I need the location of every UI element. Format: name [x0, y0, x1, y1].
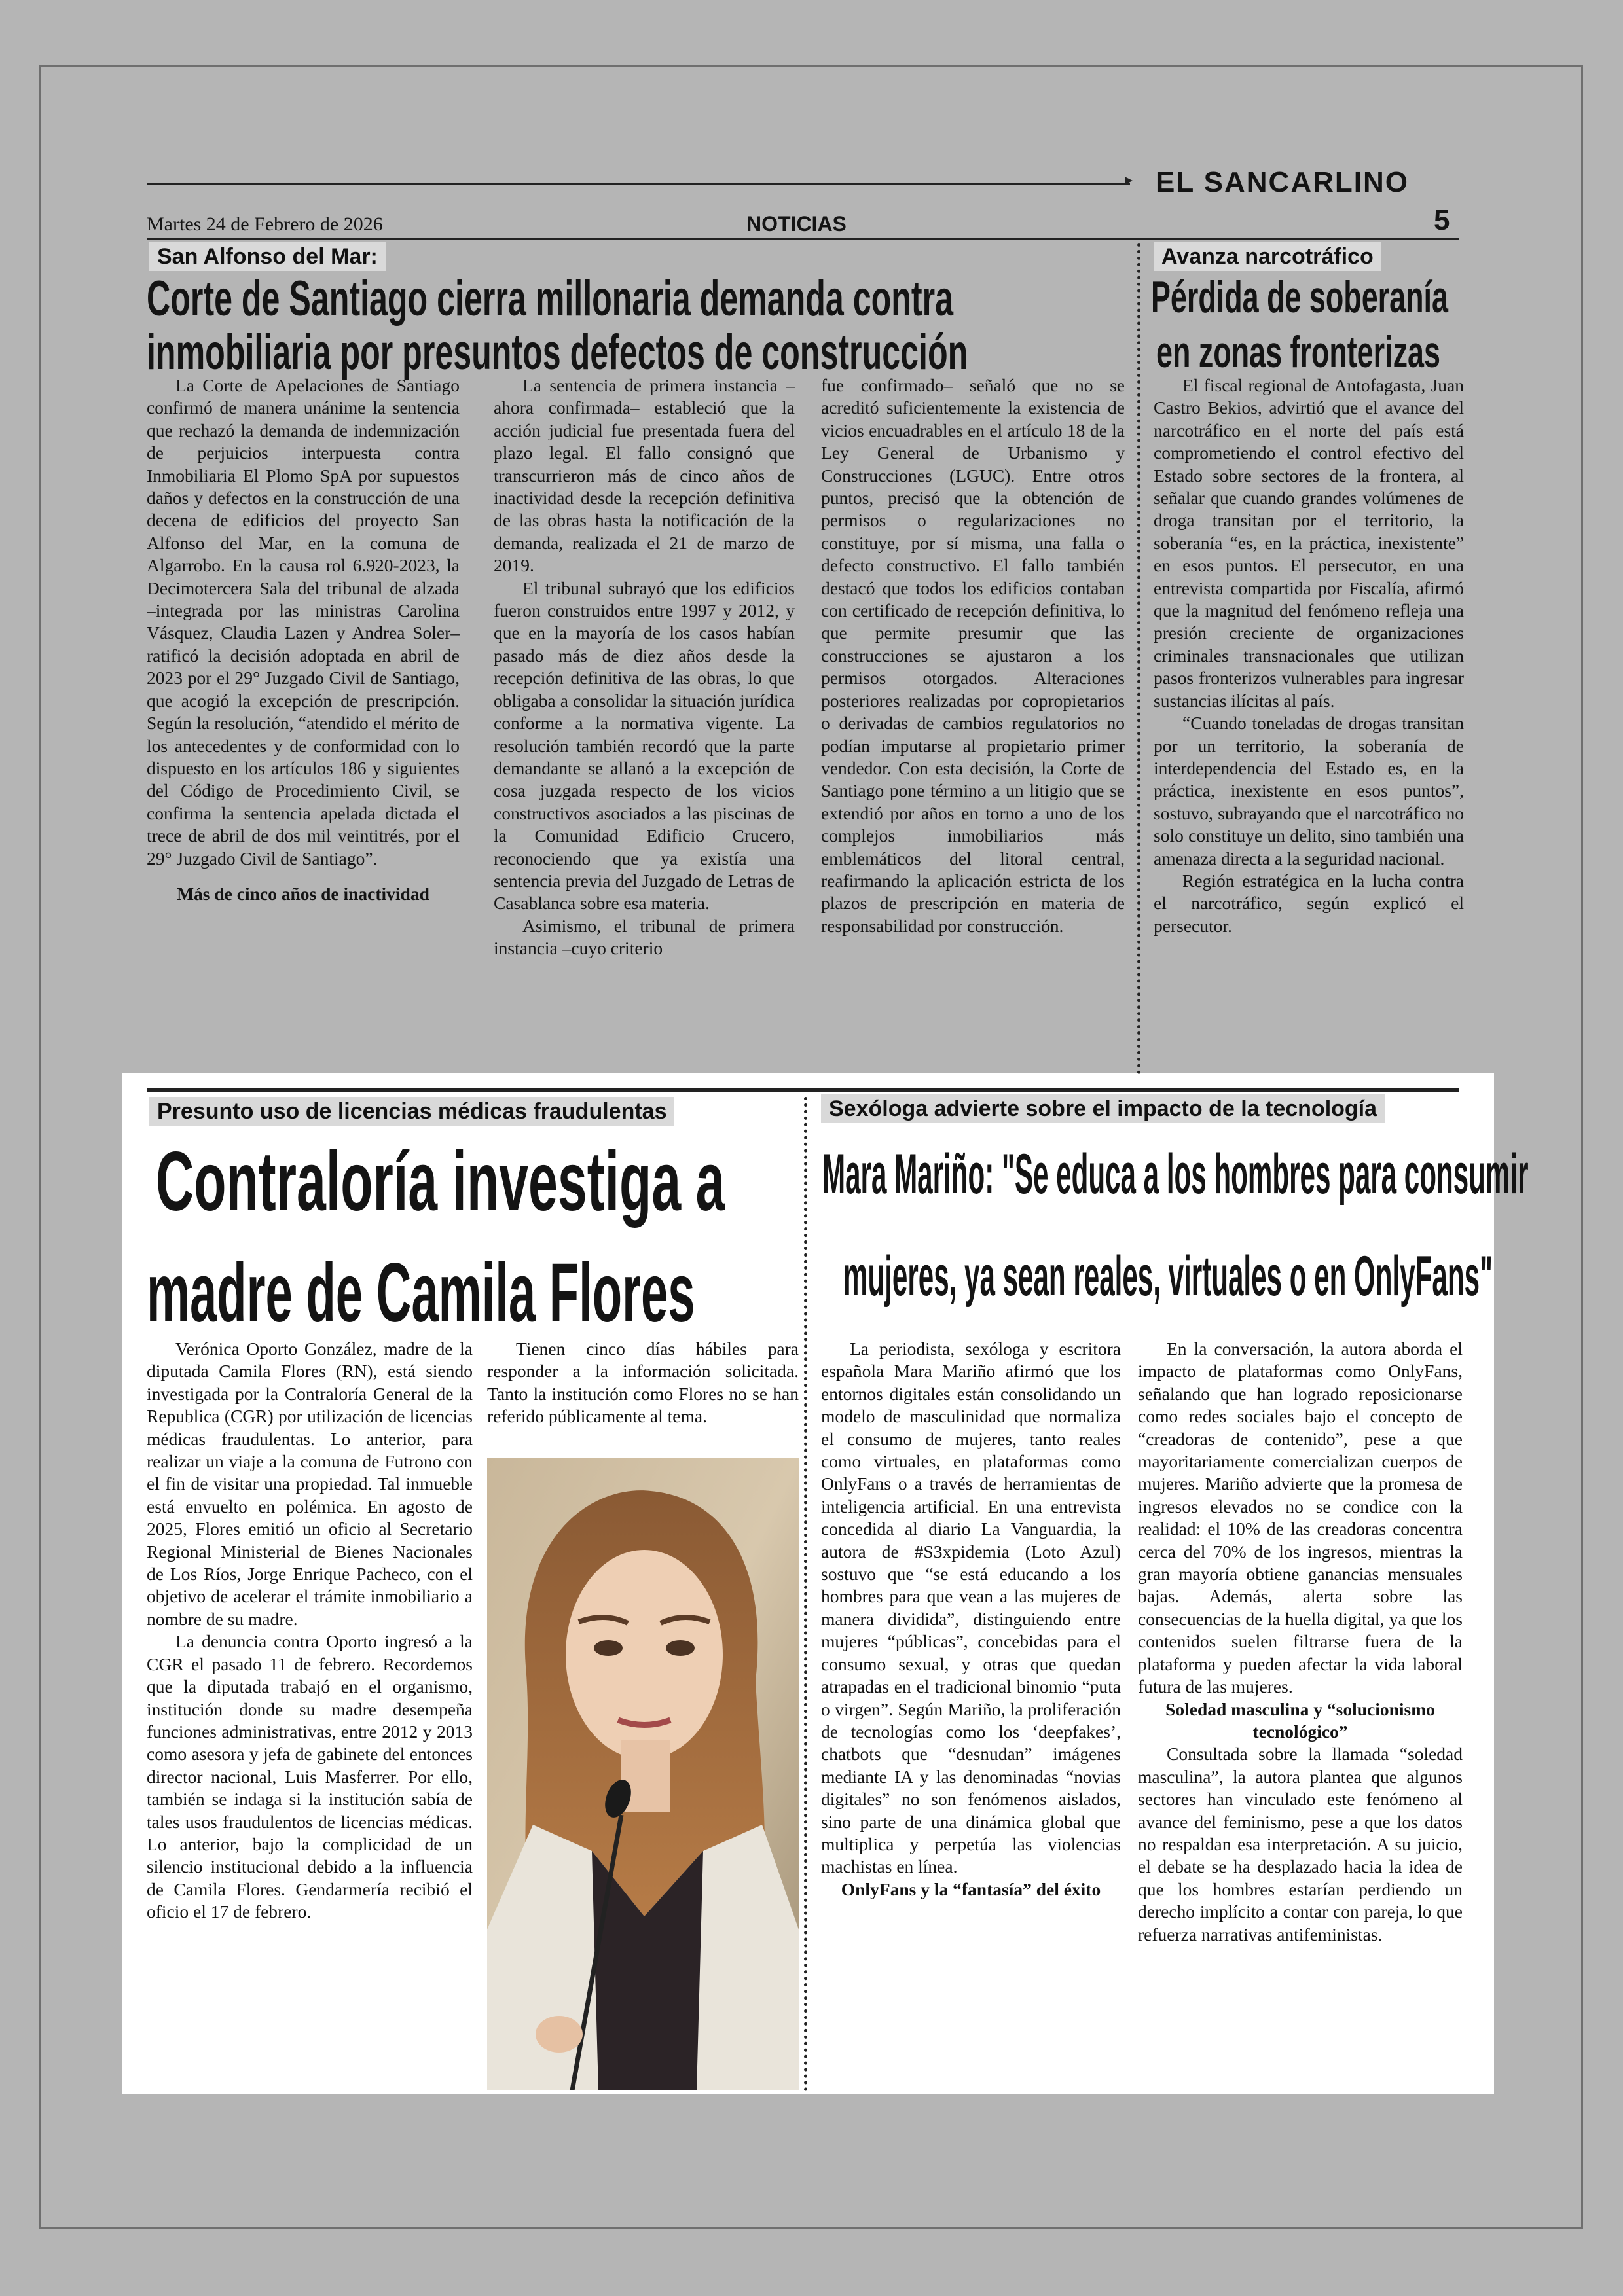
paragraph: El tribunal subrayó que los edificios fueron construidos entre 1997 y 2012, y que en la mayoría de los casos habían pasado más de diez años desde la recepción definitiva de las obras, lo que obligaba a consolidar la situación jurídica conforme a la normativa vigente. La resolución también recordó que la parte demandante se allanó a la excepción de cosa juzgada respecto de los vicios constructivos asociados a las piscinas de la Comunidad Edificio Crucero, reconociendo que ya existía una sentencia previa del Juzgado de Letras de Casablanca sobre esa materia. — [494, 577, 795, 914]
article2-headline-line1: Pérdida de soberanía — [1151, 272, 1448, 322]
paragraph: Región estratégica en la lucha contra el narcotráfico, según explicó el persecutor. — [1154, 870, 1464, 936]
article3-headline-line2: madre de Camila Flores — [147, 1246, 695, 1340]
article4-column-2 — [1138, 1338, 1463, 2090]
paper-name: EL SANCARLINO — [1156, 166, 1409, 198]
paragraph: fue confirmado– señaló que no se acreditó suficientemente la existencia de vicios encuadrables en el artículo 18 de la Ley General de Urbanismo y Construcciones (LGUC). Entre otros puntos, precisó que la obtención de permisos o regularizaciones no constituye, por sí misma, una falla o defecto constructivo. El fallo también destacó que todos los edificios contaban con certificado de recepción definitiva, lo que permite presumir que las construcciones se ajustaron a los permisos otorgados. Alteraciones posteriores realizadas por copropietarios o derivadas de cambios regulatorios no podían imputarse al propietario primer vendedor. Con esta decisión, la Corte de Santiago pone término a un litigio que se extendió por años en torno a uno de los complejos inmobiliarios más emblemáticos del litoral central, reafirmando la aplicación estricta de los plazos de prescripción en materia de responsabilidad por construcción. — [821, 375, 1125, 936]
article1-subhead: Más de cinco años de inactividad — [177, 883, 429, 904]
article4-headline-line1: Mara Mariño: "Se educa a los hombres para consumir — [822, 1143, 1529, 1206]
article1-column-1 — [147, 374, 460, 1076]
article3-headline-line1: Contraloría investiga a — [156, 1135, 725, 1229]
paragraph: El fiscal regional de Antofagasta, Juan Castro Bekios, advirtió que el avance del narcotráfico en el norte del país está comprometiendo el control efectivo del Estado sobre sectores de la frontera, al señalar que cuando grandes volúmenes de droga transitan por el territorio, la soberanía “es, en la práctica, inexistente” en esos puntos. El persecutor, en una entrevista compartida por Fiscalía, afirmó que la magnitud del fenómeno refleja una presión creciente de organizaciones criminales transnacionales que utilizan pasos fronterizos vulnerables para ingresar sustancias ilícitas al país. — [1154, 375, 1464, 711]
article1-kicker: San Alfonso del Mar: — [149, 242, 386, 271]
paragraph: La Corte de Apelaciones de Santiago confirmó de manera unánime la sentencia que rechazó la demanda de indemnización de perjuicios interpuesta contra Inmobiliaria El Plomo SpA por supuestos daños y defectos en la construcción de una decena de edificios del proyecto San Alfonso del Mar, en la comuna de Algarrobo. En la causa rol 6.920-2023, la Decimotercera Sala del tribunal de alzada –integrada por las ministras Carolina Vásquez, Claudia Lazen y Andrea Soler– ratificó la decisión adoptada en abril de 2023 por el 29° Juzgado Civil de Santiago, que acogió la excepción de prescripción. Según la resolución, “atendido el mérito de los antecedentes y de conformidad con lo dispuesto en los artículos 186 y siguientes del Código de Procedimiento Civil, se confirma la sentencia apelada dictada el trece de abril de dos mil veintitrés, por el 29° Juzgado Civil de Santiago”. — [147, 375, 460, 869]
article1-column-2 — [494, 374, 795, 1076]
paragraph: Asimismo, el tribunal de primera instancia –cuyo criterio — [494, 915, 795, 959]
column-divider — [804, 1097, 807, 2092]
article3-column-2 — [487, 1338, 799, 1453]
issue-date: Martes 24 de Febrero de 2026 — [147, 213, 383, 235]
article4-subhead: OnlyFans y la “fantasía” del éxito — [841, 1878, 1101, 1899]
section-rule — [147, 1088, 1459, 1092]
paragraph: La periodista, sexóloga y escritora española Mara Mariño afirmó que los entornos digitales están consolidando un modelo de masculinidad que normaliza el consumo de mujeres, tanto reales como virtuales, en plataformas como OnlyFans o a través de herramientas de inteligencia artificial. En una entrevista concedida al diario La Vanguardia, la autora de #S3xpidemia (Loto Azul) sostuvo que “se está educando a los hombres para que vean a las mujeres de manera dividida”, distinguiendo entre mujeres “públicas”, concebidas para el consumo sexual, y otras que quedan atrapadas en el tradicional binomio “puta o virgen”. Según Mariño, la proliferación de tecnologías como los ‘deepfakes’, chatbots que “desnudan” imágenes mediante IA y las denominadas “novias digitales” no son fenómenos aislados, sino parte de una dinámica global que multiplica y perpetúa las violencias machistas en línea. — [821, 1338, 1121, 1877]
article3-kicker: Presunto uso de licencias médicas fraudulentas — [149, 1097, 674, 1126]
section-name: NOTICIAS — [746, 212, 847, 236]
article2-headline-line2: en zonas fronterizas — [1156, 327, 1440, 377]
article3-column-1 — [147, 1338, 473, 2090]
paragraph: La sentencia de primera instancia –ahora confirmada– estableció que la acción judicial fue presentada fuera del plazo legal. El fallo consignó que transcurrieron más de cinco años de inactividad desde la recepción definitiva de las obras hasta la notificación de la demanda, realizada el 21 de marzo de 2019. — [494, 375, 795, 576]
masthead-rule — [147, 183, 1130, 185]
column-divider — [1137, 243, 1140, 1075]
paragraph: Tienen cinco días hábiles para responder a la información solicitada. Tanto la institución como Flores no se han referido públicamente al tema. — [487, 1338, 799, 1427]
article4-kicker: Sexóloga advierte sobre el impacto de la tecnología — [821, 1094, 1385, 1123]
paragraph: “Cuando toneladas de drogas transitan por un territorio, la soberanía de interdependencia del Estado es, en la práctica, inexistente en esos puntos”, sostuvo, subrayando que el narcotráfico no solo constituye un delito, sino también una amenaza directa a la seguridad nacional. — [1154, 713, 1464, 869]
header-rule — [147, 238, 1459, 240]
article1-headline-line2: inmobiliaria por presuntos defectos de construcción — [147, 325, 968, 380]
article1-column-3 — [821, 374, 1125, 1076]
article2-body — [1154, 374, 1464, 1075]
paragraph: Verónica Oporto González, madre de la diputada Camila Flores (RN), está siendo investigada por la Contraloría General de la Republica (CGR) por utilización de licencias médicas fraudulentas. Lo anterior, para realizar un viaje a la comuna de Futrono con el fin de visitar una propiedad. Tal inmueble está envuelto en polémica. En agosto de 2025, Flores emitió un oficio al Secretario Regional Ministerial de Bienes Nacionales de Los Ríos, Jorge Enrique Pacheco, con el objetivo de acelerar el trámite inmobiliario a nombre de su madre. — [147, 1338, 473, 1629]
page-number: 5 — [1434, 204, 1450, 236]
article1-headline-line1: Corte de Santiago cierra millonaria demanda contra — [147, 271, 954, 327]
portrait-photo — [487, 1458, 799, 2090]
article4-headline-line2: mujeres, ya sean reales, virtuales o en OnlyFans" — [843, 1245, 1493, 1308]
paragraph: Consultada sobre la llamada “soledad masculina”, la autora plantea que algunos sectores han vinculado este fenómeno al avance del feminismo, pese a que los datos no respaldan esa interpretación. A su juicio, el debate se ha desplazado hacia la idea de que los hombres estarían perdiendo un derecho implícito a contar con pareja, lo que refuerza narrativas antifeministas. — [1138, 1744, 1463, 1945]
paragraph: En la conversación, la autora aborda el impacto de plataformas como OnlyFans, señalando que han logrado reposicionarse como redes sociales bajo el concepto de “creadoras de contenido”, pese a que mayoritariamente comercializan cuerpos de mujeres. Mariño advierte que la promesa de ingresos elevados no se condice con la realidad: el 10% de las creadoras concentra cerca del 70% de los ingresos, mientras la gran mayoría obtiene ganancias mensuales bajas. Además, alerta sobre las consecuencias de la huella digital, ya que los contenidos suelen filtrarse fuera de la plataforma y pueden afectar la vida laboral futura de las mujeres. — [1138, 1338, 1463, 1697]
article2-kicker: Avanza narcotráfico — [1154, 242, 1381, 271]
paragraph: La denuncia contra Oporto ingresó a la CGR el pasado 11 de febrero. Recordemos que la diputada trabajó en el organismo, institución donde su madre desempeña funciones administrativas, entre 2012 y 2013 como asesora y jefa de gabinete del entonces director nacional, Luis Masferrer. Por ello, también se indaga si la institución sabía de tales usos fraudulentos de licencias médicas. Lo anterior, bajo la complicidad de un silencio institucional debido a la influencia de Camila Flores. Gendarmería recibió el oficio el 17 de febrero. — [147, 1631, 473, 1922]
masthead-arrow-icon — [1125, 177, 1133, 185]
article4-column-1 — [821, 1338, 1121, 2090]
article4-subhead: Soledad masculina y “solucionismo tecnológico” — [1165, 1698, 1435, 1742]
